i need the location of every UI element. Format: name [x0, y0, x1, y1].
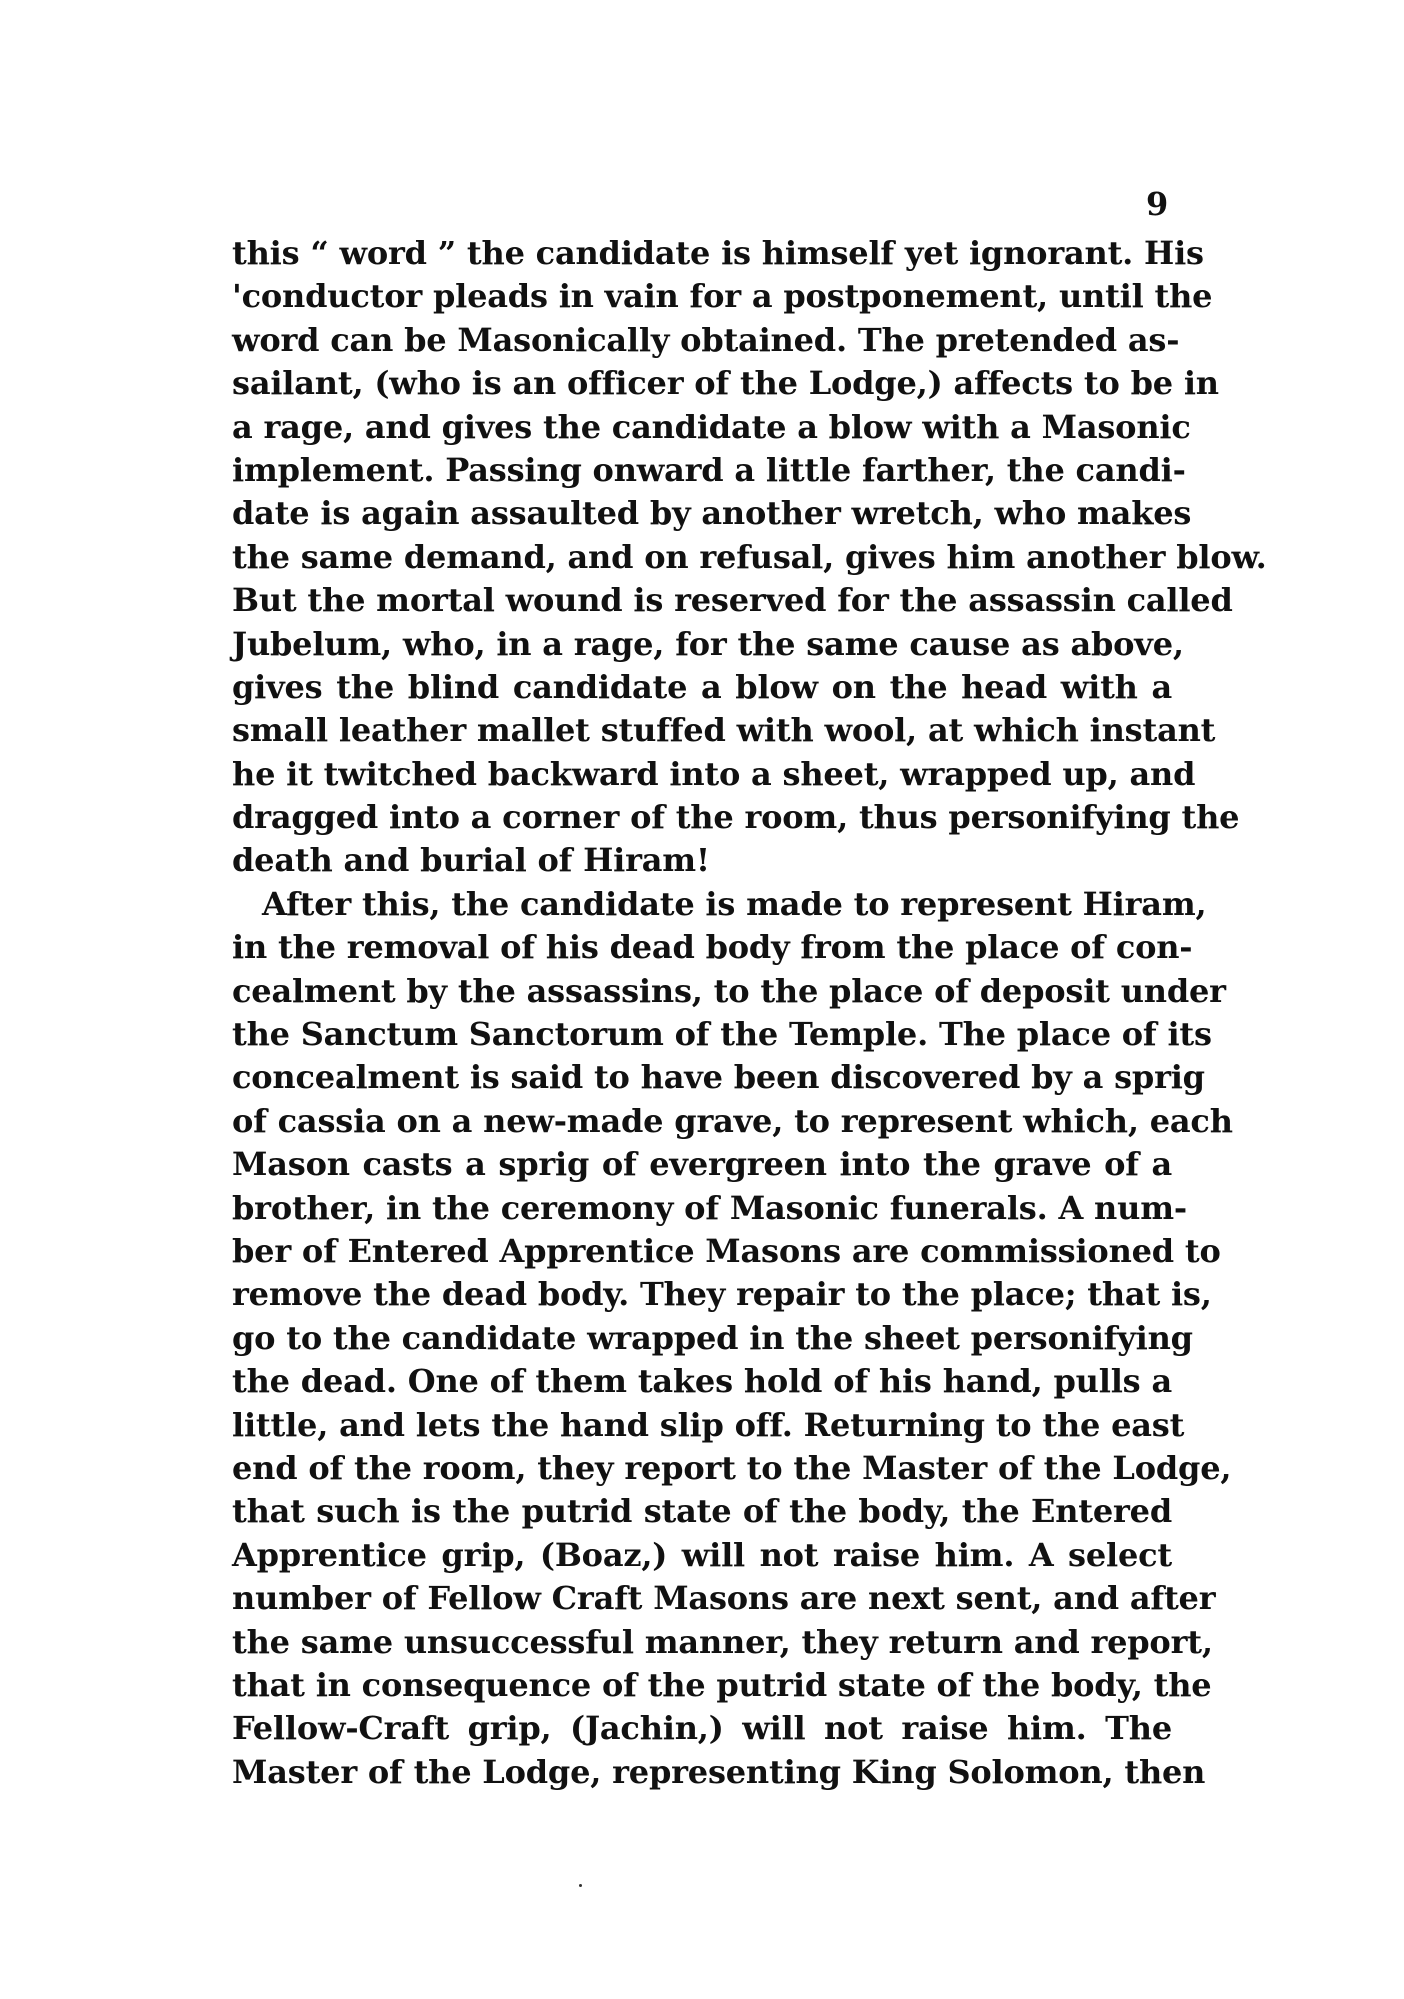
text-line: implement. Passing onward a little farther, the candi- [232, 450, 1186, 489]
text-line-paragraph-start: After this, the candidate is made to represent Hiram, [262, 884, 1207, 923]
text-line: Mason casts a sprig of evergreen into the grave of a [232, 1145, 1172, 1184]
text-line: dragged into a corner of the room, thus personifying the [232, 798, 1240, 837]
text-line: But the mortal wound is reserved for the assassin called [232, 581, 1233, 620]
text-line: word can be Masonically obtained. The pretended as- [232, 320, 1180, 359]
text-line: that in consequence of the putrid state of the body, the [232, 1665, 1212, 1704]
text-line: he it twitched backward into a sheet, wrapped up, and [232, 754, 1196, 793]
text-line: number of Fellow Craft Masons are next sent, and after [232, 1579, 1216, 1618]
text-line: cealment by the assassins, to the place of deposit under [232, 971, 1226, 1010]
text-line: gives the blind candidate a blow on the head with a [232, 667, 1172, 706]
text-line-paragraph-end: death and burial of Hiram! [232, 841, 710, 880]
text-line: this “ word ” the candidate is himself yet ignorant. His [232, 234, 1204, 272]
text-line: Apprentice grip, (Boaz,) will not raise him. A select [232, 1535, 1172, 1574]
text-line: 'conductor pleads in vain for a postponement, until the [232, 277, 1213, 316]
text-line: that such is the putrid state of the body, the Entered [232, 1492, 1172, 1531]
text-line: date is again assaulted by another wretch, who makes [232, 494, 1192, 533]
text-line: Jubelum, who, in a rage, for the same cause as above, [232, 624, 1184, 663]
ink-speck [579, 1884, 582, 1887]
text-line: Fellow-Craft grip, (Jachin,) will not raise him. The [232, 1709, 1172, 1748]
text-line: brother, in the ceremony of Masonic funerals. A num- [232, 1188, 1187, 1227]
text-line: ber of Entered Apprentice Masons are commissioned to [232, 1231, 1221, 1270]
text-line: the dead. One of them takes hold of his hand, pulls a [232, 1362, 1172, 1401]
text-line: sailant, (who is an officer of the Lodge,) affects to be in [232, 364, 1219, 403]
text-line: the same demand, and on refusal, gives him another blow. [232, 537, 1267, 576]
text-line: of cassia on a new-made grave, to represent which, each [232, 1101, 1233, 1140]
body-text [232, 232, 1267, 1794]
page-number: 9 [1146, 185, 1169, 223]
text-line: small leather mallet stuffed with wool, at which instant [232, 711, 1216, 750]
text-line: go to the candidate wrapped in the sheet personifying [232, 1318, 1193, 1357]
text-line: end of the room, they report to the Master of the Lodge, [232, 1448, 1232, 1487]
text-line: remove the dead body. They repair to the place; that is, [232, 1275, 1212, 1314]
text-line: the Sanctum Sanctorum of the Temple. The place of its [232, 1015, 1212, 1054]
text-line: a rage, and gives the candidate a blow with a Masonic [232, 407, 1191, 446]
text-line: in the removal of his dead body from the place of con- [232, 928, 1193, 967]
text-line: little, and lets the hand slip off. Returning to the east [232, 1405, 1185, 1444]
text-line: concealment is said to have been discovered by a sprig [232, 1058, 1205, 1097]
text-line: the same unsuccessful manner, they return and report, [232, 1622, 1213, 1661]
text-line: Master of the Lodge, representing King Solomon, then [232, 1752, 1206, 1791]
